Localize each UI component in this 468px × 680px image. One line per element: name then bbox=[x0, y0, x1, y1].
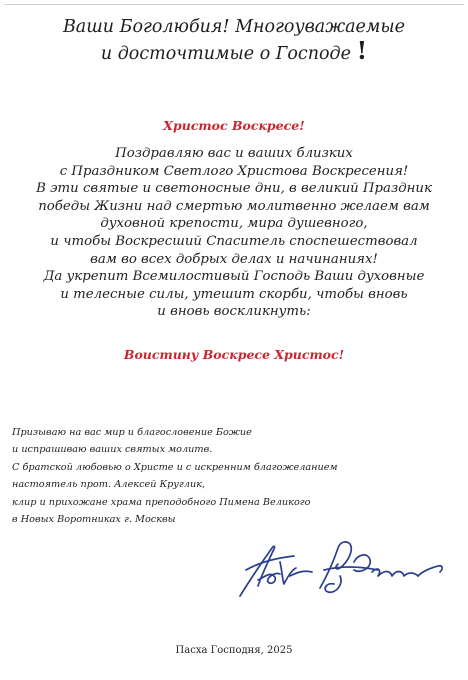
body-line: вам во всех добрых делах и начинаниях! bbox=[90, 251, 378, 267]
body-line: Да укрепит Всемилостивый Господь Ваши духовные bbox=[43, 269, 425, 285]
body-line: победы Жизни над смертью молитвенно желаем вам bbox=[38, 198, 430, 214]
closing-line: и испрашиваю ваших святых молитв. bbox=[12, 444, 213, 456]
closing-line: клир и прихожане храма преподобного Пимена Великого bbox=[12, 496, 311, 508]
body-line: и вновь воскликнуть: bbox=[157, 304, 311, 320]
header-exclamation: ! bbox=[356, 36, 368, 65]
closing-line: Призываю на вас мир и благословение Божие bbox=[12, 427, 252, 438]
top-border bbox=[4, 4, 464, 5]
easter-greeting: Христос Воскресе! bbox=[163, 118, 305, 133]
body-line: Поздравляю вас и ваших близких bbox=[115, 146, 353, 161]
header-line-2 bbox=[0, 36, 468, 66]
closing-line: С братской любовью о Христе и с искренним благожеланием bbox=[12, 461, 338, 473]
body-line: В эти святые и светоносные дни, в великий Праздник bbox=[36, 181, 432, 197]
closing-block bbox=[12, 424, 338, 528]
date-footer: Пасха Господня, 2025 bbox=[175, 645, 293, 656]
body-line: и телесные силы, утешит скорби, чтобы вновь bbox=[60, 286, 408, 302]
letter-header bbox=[0, 16, 468, 66]
body-line: и чтобы Воскресший Спаситель споспешествовал bbox=[50, 233, 418, 249]
letter-body bbox=[0, 145, 468, 321]
easter-response: Воистину Воскресе Христос! bbox=[123, 347, 345, 362]
closing-line: настоятель прот. Алексей Круглик, bbox=[12, 479, 206, 491]
header-line-2-text: и досточтимые о Господе bbox=[100, 44, 351, 64]
body-line: духовной крепости, мира душевного, bbox=[100, 216, 368, 232]
body-line: с Праздником Светлого Христова Воскресения! bbox=[59, 163, 409, 179]
closing-line: в Новых Воротниках г. Москвы bbox=[12, 514, 176, 526]
handwritten-signature bbox=[228, 532, 454, 600]
header-line-1: Ваши Боголюбия! Многоуважаемые bbox=[62, 17, 406, 37]
